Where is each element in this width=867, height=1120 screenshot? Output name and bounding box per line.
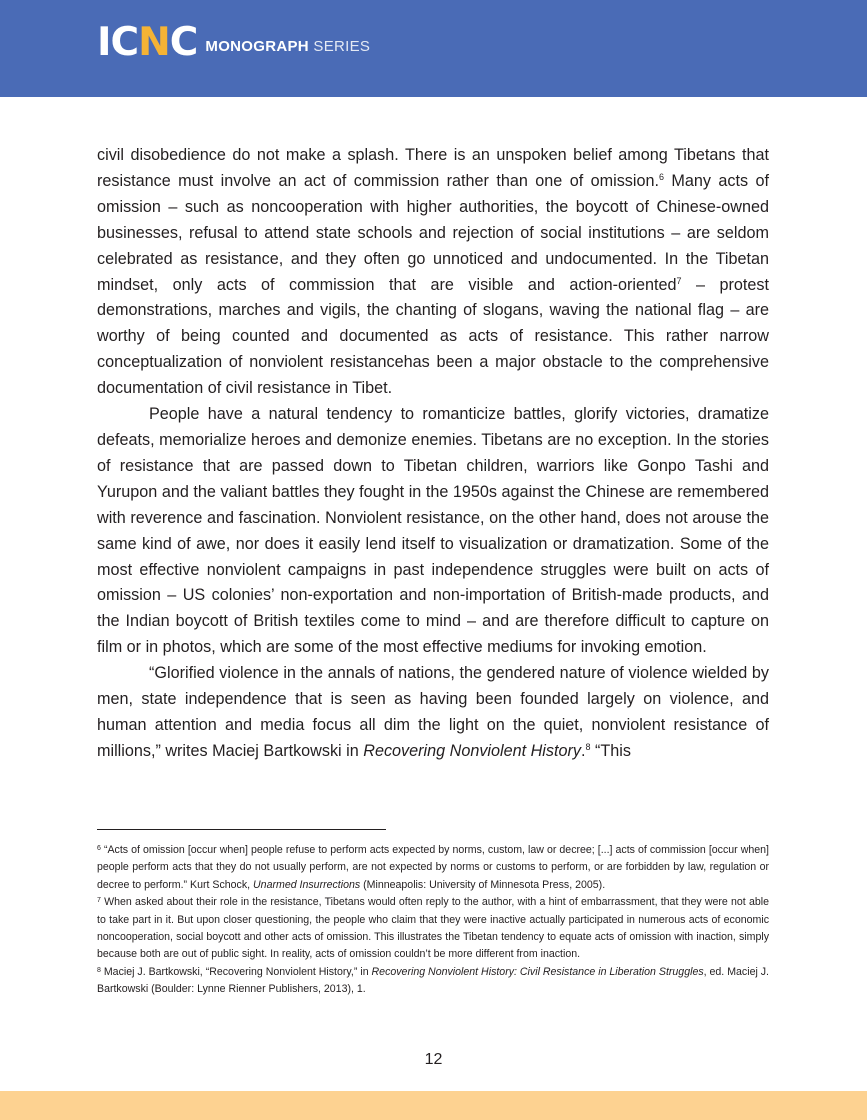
- paragraph-1-text-a: civil disobedience do not make a splash. There is an unspoken belief among Tibetans that resistance must involve an act of commission rather than one of omission.: [97, 146, 769, 190]
- body-text: [97, 143, 769, 765]
- footnote-6-text-b: (Minneapolis: University of Minnesota Press, 2005).: [360, 878, 606, 891]
- footnote-8-title: Recovering Nonviolent History: Civil Resistance in Liberation Struggles: [371, 965, 704, 978]
- header-band: [0, 0, 867, 97]
- logo-post: C: [169, 20, 198, 65]
- footnote-6-number: 6: [97, 845, 101, 852]
- paragraph-1: [97, 143, 769, 402]
- footnote-6-text-a: “Acts of omission [occur when] people refuse to perform acts expected by norms, custom, law or decree; [...] acts of commission [occur when] people perform acts that they do not usually perform, are not expected by norms or customs to perform, or are forbidden by law, regulation or decree to perform.” Kurt Schock,: [97, 844, 769, 891]
- footnote-ref-8: 8: [585, 741, 591, 752]
- footnote-8: [97, 964, 769, 999]
- footnote-6-title: Unarmed Insurrections: [253, 878, 361, 891]
- footnotes: [97, 842, 769, 999]
- paragraph-1-text-b: Many acts of omission – such as noncooperation with higher authorities, the boycott of Chinese-owned businesses, refusal to attend state schools and rejection of social institutions – are seldom celebrated as resistance, and they often go unnoticed and undocumented. In the Tibetan mindset, only acts of commission that are visible and action-oriented: [97, 171, 770, 294]
- paragraph-3: [97, 661, 769, 765]
- logo-accent-letter: N: [138, 20, 170, 65]
- footnote-divider: [97, 829, 386, 830]
- footnote-8-text-b: , ed. Maciej J. Bartkowski (Boulder: Lynne Rienner Publishers, 2013), 1.: [97, 965, 769, 996]
- footer-band: [0, 1091, 867, 1120]
- logo-pre: IC: [97, 20, 139, 65]
- series-label: [205, 38, 370, 55]
- footnote-ref-7: 7: [676, 275, 682, 286]
- icnc-logo: [97, 20, 371, 65]
- paragraph-3-text-b: .: [580, 741, 586, 760]
- footnote-7-number: 7: [97, 897, 101, 905]
- footnote-6: [97, 842, 769, 894]
- paragraph-3-text-a: “Glorified violence in the annals of nations, the gendered nature of violence wielded by men, state independence that is seen as having been founded largely on violence, and human attention and media focus all dim the light on the quiet, nonviolent resistance of millions,” writes Maciej Bartkowski in: [97, 664, 769, 760]
- footnote-7-text: When asked about their role in the resistance, Tibetans would often reply to the author, with a hint of embarrassment, that they were not able to take part in it. But upon closer questioning, the people who claim that they were inactive actually participated in numerous acts of economic noncooperation, social boycott and other acts of omission. This illustrates the Tibetan tendency to equate acts of omission with inaction, simply because both are out of public sight. In reality, acts of omission couldn’t be more different from inaction.: [97, 896, 769, 961]
- paragraph-1-text-c: – protest demonstrations, marches and vigils, the chanting of slogans, waving the national flag – are worthy of being counted and documented as acts of resistance. This rather narrow conceptualization of nonviolent resistancehas been a major obstacle to the comprehensive documentation of civil resistance in Tibet.: [97, 275, 769, 398]
- paragraph-3-text-c: “This: [590, 741, 631, 760]
- page-number: 12: [424, 1051, 443, 1068]
- series-label-light: SERIES: [313, 38, 371, 55]
- logo-wordmark: [97, 20, 198, 65]
- book-title: Recovering Nonviolent History: [363, 741, 581, 760]
- footnote-8-number: 8: [97, 966, 101, 974]
- footnote-7: [97, 894, 769, 964]
- paragraph-2: People have a natural tendency to romanticize battles, glorify victories, dramatize defeats, memorialize heroes and demonize enemies. Tibetans are no exception. In the stories of resistance that are passed down to Tibetan children, warriors like Gonpo Tashi and Yurupon and the valiant battles they fought in the 1950s against the Chinese are remembered with reverence and fascination. Nonviolent resistance, on the other hand, does not arouse the same kind of awe, nor does it easily lend itself to visualization or dramatization. Some of the most effective nonviolent campaigns in past independence struggles were built on acts of omission – US colonies’ non-exportation and non-importation of British-made products, and the Indian boycott of British textiles come to mind – and are therefore difficult to capture on film or in photos, which are some of the most effective mediums for invoking emotion.: [97, 405, 769, 657]
- series-label-bold: MONOGRAPH: [205, 38, 309, 55]
- footnote-8-text-a: Maciej J. Bartkowski, “Recovering Nonviolent History,” in: [100, 965, 372, 978]
- footnote-ref-6: 6: [658, 171, 664, 182]
